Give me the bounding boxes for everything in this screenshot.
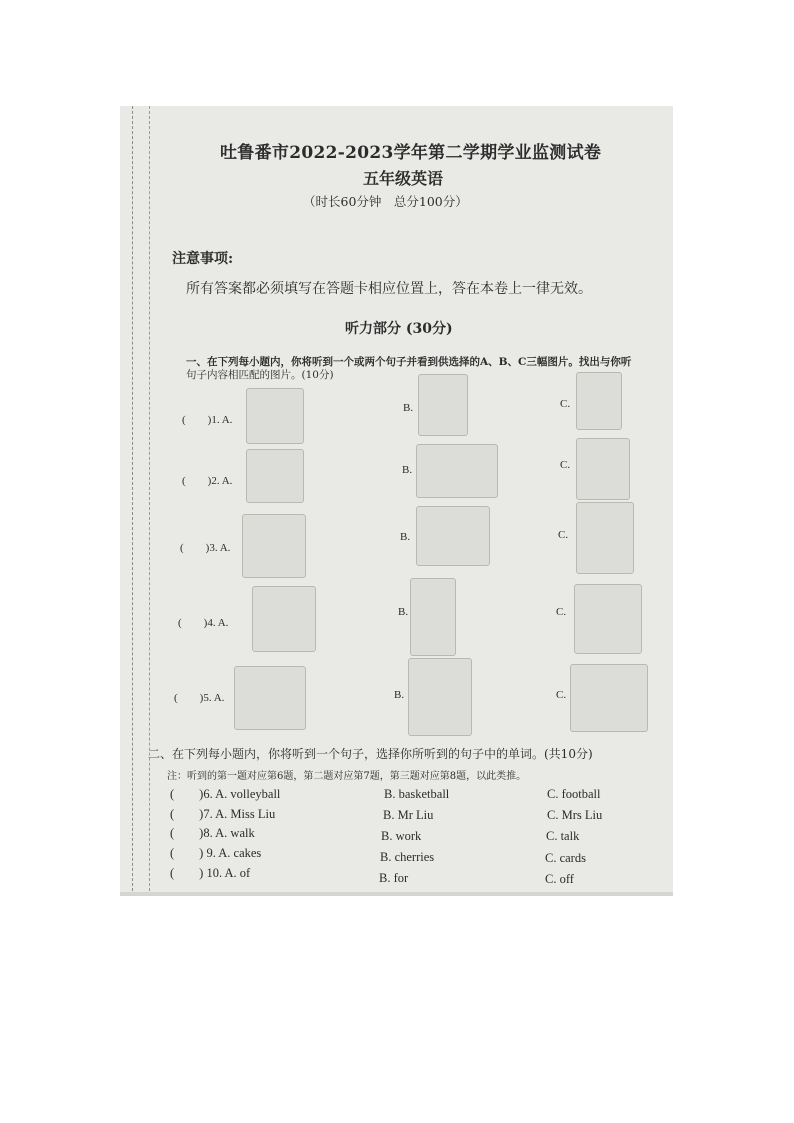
question-4-option-c: C. bbox=[556, 606, 567, 618]
notice-heading: 注意事项: bbox=[172, 251, 234, 267]
question-7-option-a: ( )7. A. Miss Liu bbox=[170, 807, 276, 821]
question-5-picture-b bbox=[408, 658, 472, 736]
question-3-picture-b bbox=[416, 506, 490, 566]
question-1-option-b: B. bbox=[403, 402, 414, 414]
exam-title: 吐鲁番市2022-2023学年第二学期学业监测试卷 bbox=[220, 143, 602, 163]
question-9-option-a: ( ) 9. A. cakes bbox=[170, 846, 262, 860]
question-6-option-a: ( )6. A. volleyball bbox=[170, 787, 281, 801]
question-1-picture-c bbox=[576, 372, 622, 430]
question-8-option-c: C. talk bbox=[546, 829, 580, 843]
question-7-option-b: B. Mr Liu bbox=[383, 808, 434, 822]
question-9-option-c: C. cards bbox=[545, 851, 586, 865]
listening-section-title: 听力部分 (30分) bbox=[345, 321, 453, 337]
question-1-option-c: C. bbox=[560, 398, 571, 410]
question-9-option-b: B. cherries bbox=[380, 850, 435, 864]
notice-body: 所有答案都必须填写在答题卡相应位置上，答在本卷上一律无效。 bbox=[186, 281, 592, 297]
part2-instruction: 二、在下列每小题内，你将听到一个句子，选择你所听到的句子中的单词。(共10分) bbox=[148, 747, 593, 761]
question-1-picture-a bbox=[246, 388, 304, 444]
question-2-label: ( )2. A. bbox=[182, 475, 233, 487]
question-7-option-c: C. Mrs Liu bbox=[547, 808, 603, 822]
question-4-picture-b bbox=[410, 578, 456, 656]
binding-line bbox=[132, 106, 150, 896]
exam-duration: （时长60分钟 总分100分） bbox=[303, 194, 468, 209]
question-6-option-c: C. football bbox=[547, 787, 601, 801]
question-10-option-a: ( ) 10. A. of bbox=[170, 866, 251, 880]
question-2-option-c: C. bbox=[560, 459, 571, 471]
question-2-option-b: B. bbox=[402, 464, 413, 476]
question-2-picture-c bbox=[576, 438, 630, 500]
question-5-option-c: C. bbox=[556, 689, 567, 701]
question-4-option-b: B. bbox=[398, 606, 409, 618]
question-1-picture-b bbox=[418, 374, 468, 436]
question-10-option-b: B. for bbox=[379, 871, 409, 885]
question-3-label: ( )3. A. bbox=[180, 542, 231, 554]
question-3-picture-a bbox=[242, 514, 306, 578]
part1-instruction-cont: 句子内容相匹配的图片。(10分) bbox=[186, 369, 334, 381]
question-2-picture-b bbox=[416, 444, 498, 498]
question-3-picture-c bbox=[576, 502, 634, 574]
exam-subtitle: 五年级英语 bbox=[363, 169, 444, 188]
question-5-option-b: B. bbox=[394, 689, 405, 701]
question-4-label: ( )4. A. bbox=[178, 617, 229, 629]
question-2-picture-a bbox=[246, 449, 304, 503]
question-5-picture-a bbox=[234, 666, 306, 730]
question-4-picture-c bbox=[574, 584, 642, 654]
question-3-option-c: C. bbox=[558, 529, 569, 541]
question-4-picture-a bbox=[252, 586, 316, 652]
question-5-label: ( )5. A. bbox=[174, 692, 225, 704]
question-5-picture-c bbox=[570, 664, 648, 732]
part1-instruction: 一、在下列每小题内，你将听到一个或两个句子并看到供选择的A、B、C三幅图片。找出与你听 bbox=[186, 356, 632, 368]
question-6-option-b: B. basketball bbox=[384, 787, 450, 801]
question-10-option-c: C. off bbox=[545, 872, 574, 886]
question-3-option-b: B. bbox=[400, 531, 411, 543]
exam-paper-photo bbox=[120, 106, 673, 896]
part2-note: 注：听到的第一题对应第6题，第二题对应第7题，第三题对应第8题，以此类推。 bbox=[167, 771, 527, 782]
question-8-option-a: ( )8. A. walk bbox=[170, 826, 255, 840]
question-8-option-b: B. work bbox=[381, 829, 422, 843]
paper-bottom-edge bbox=[120, 892, 673, 896]
question-1-label: ( )1. A. bbox=[182, 414, 233, 426]
